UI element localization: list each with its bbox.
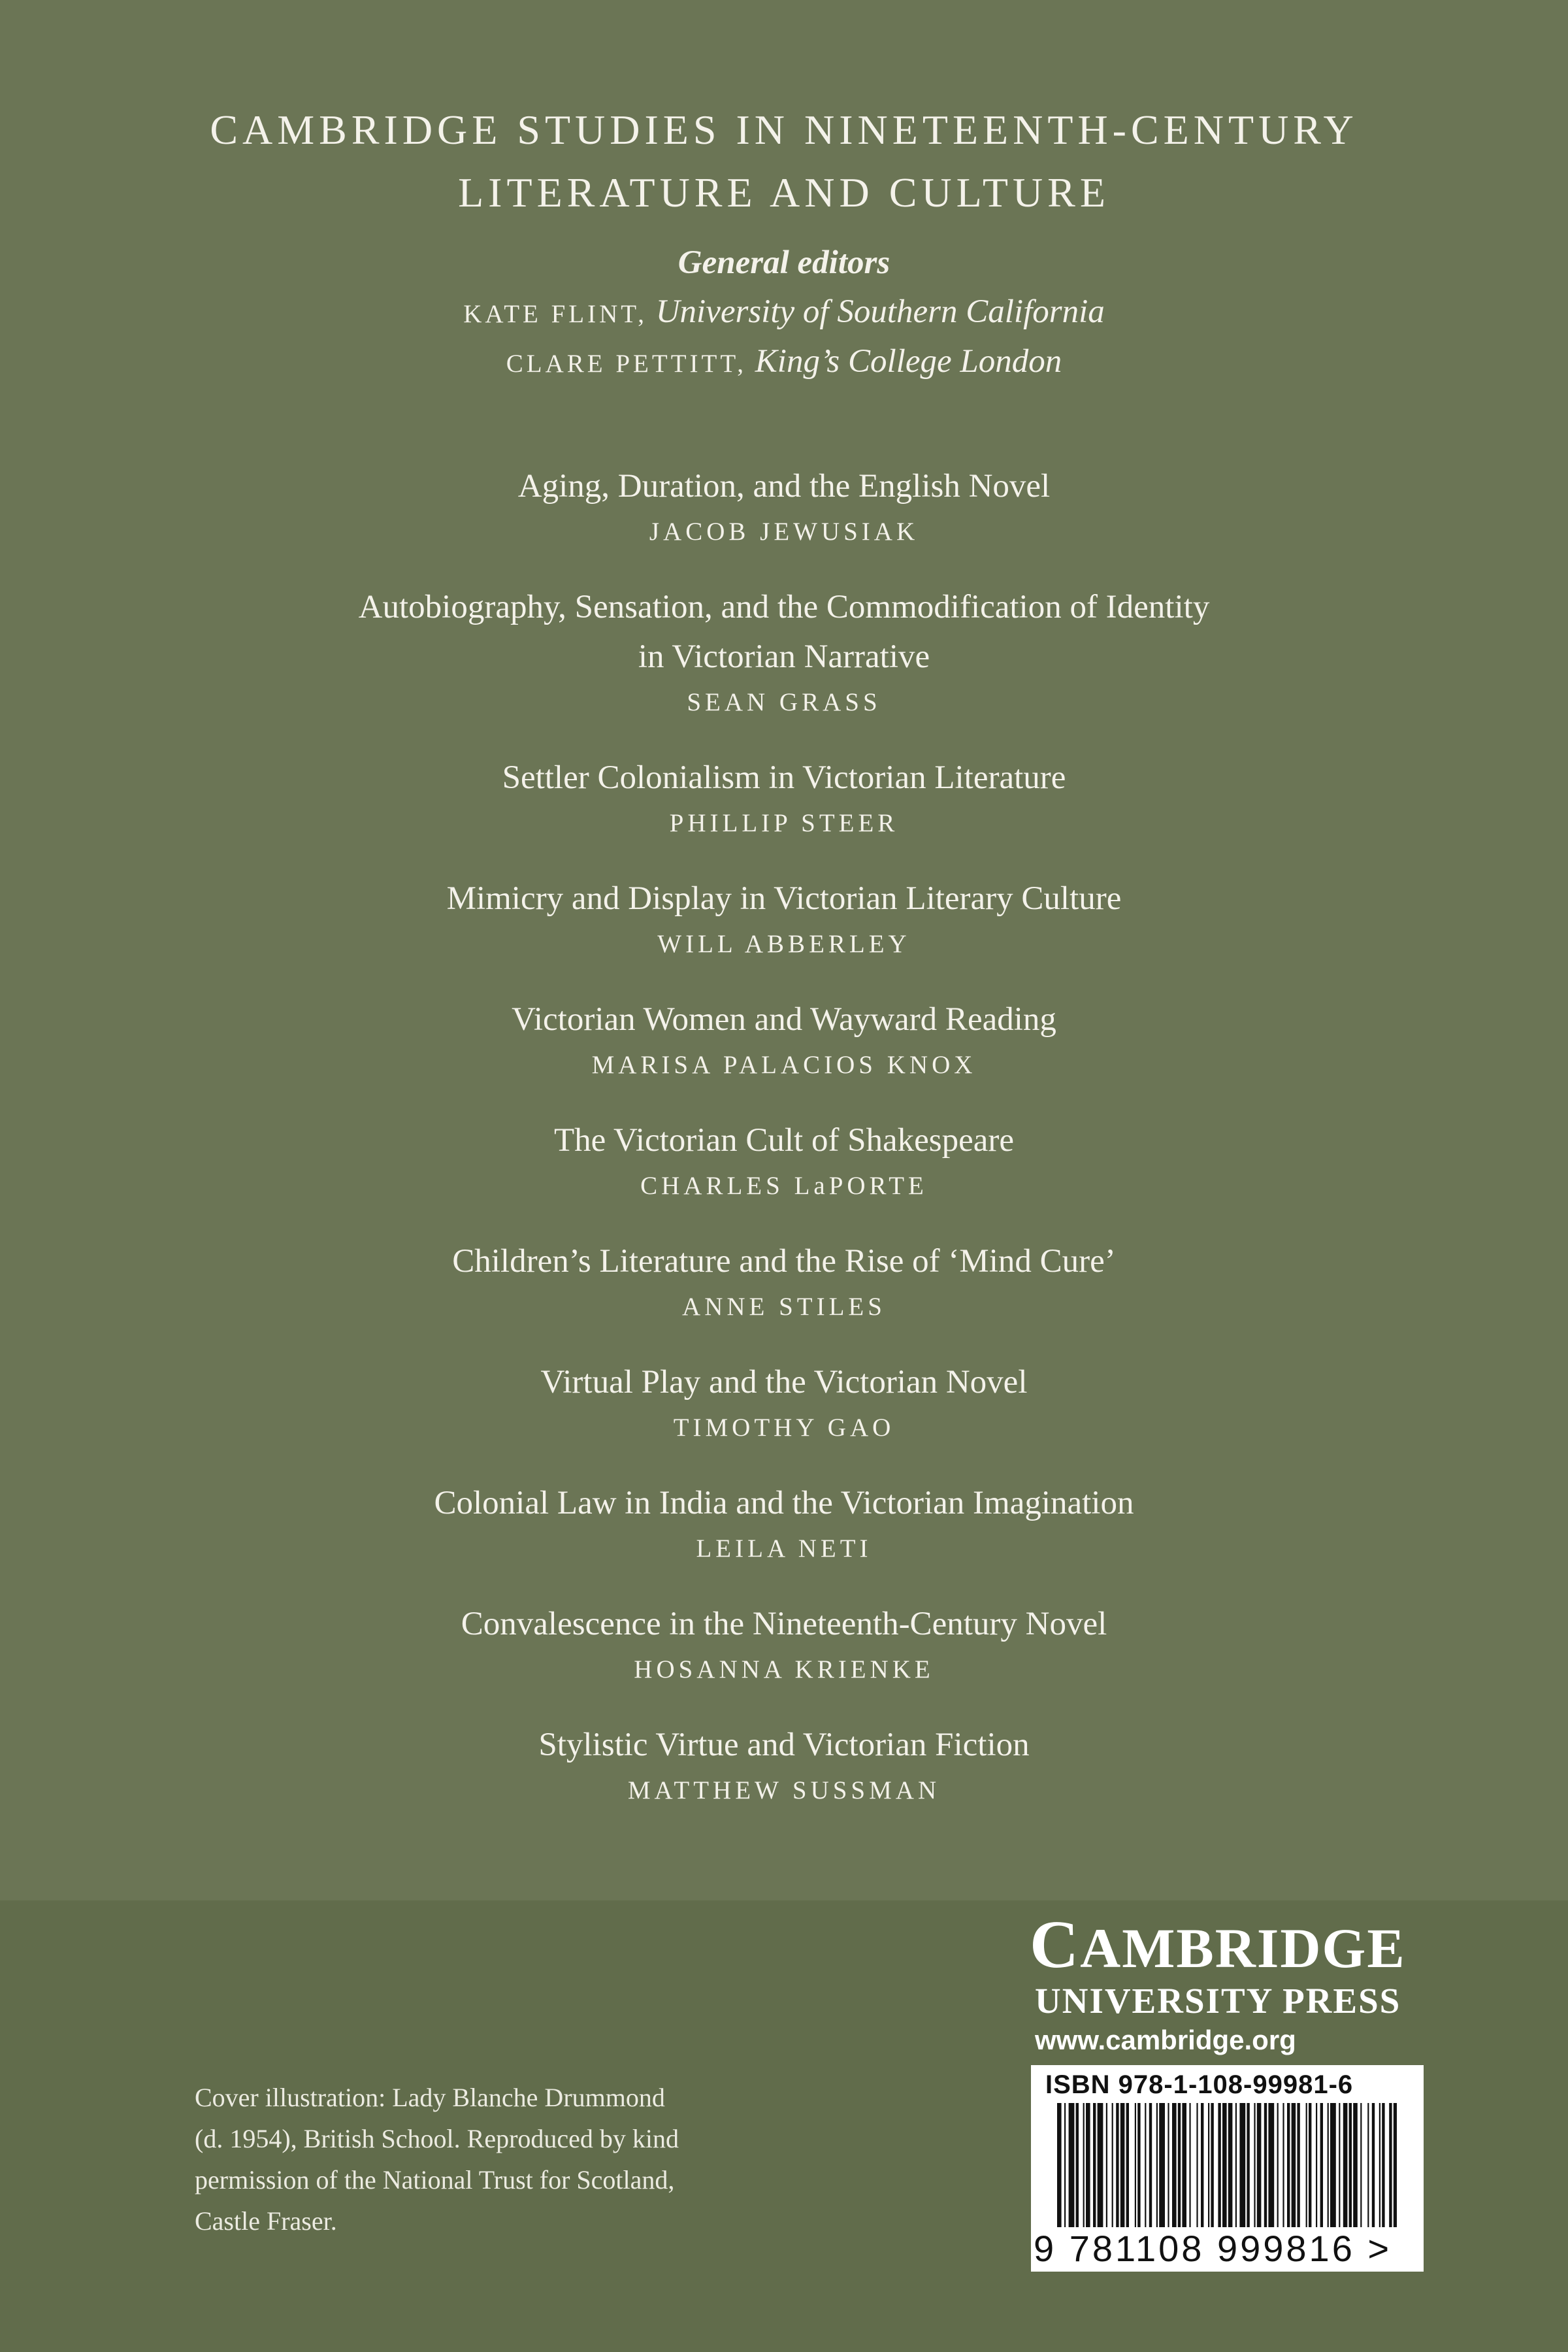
book-author: ANNE STILES <box>682 1293 886 1321</box>
barcode-bar <box>1353 2103 1358 2227</box>
barcode-bar <box>1394 2103 1397 2227</box>
barcode-bar <box>1083 2103 1085 2227</box>
barcode-bar <box>1112 2103 1113 2227</box>
barcode-bar <box>1145 2103 1146 2227</box>
barcode-bar <box>1178 2103 1181 2227</box>
editor-1-affiliation: University of Southern California <box>655 293 1105 330</box>
barcode-bar <box>1268 2103 1274 2227</box>
barcode-bar <box>1257 2103 1262 2227</box>
barcode-bar <box>1316 2103 1317 2227</box>
book-list <box>0 461 1568 1841</box>
publisher-url: www.cambridge.org <box>1035 2025 1296 2055</box>
book-author: MATTHEW SUSSMAN <box>627 1776 941 1804</box>
book-author: JACOB JEWUSIAK <box>649 518 919 546</box>
ean-digits: 9 781108 999816 > <box>1034 2228 1392 2269</box>
barcode-bar <box>1254 2103 1255 2227</box>
barcode-bar <box>1372 2103 1375 2227</box>
barcode-bar <box>1182 2103 1186 2227</box>
barcode-bar <box>1239 2103 1245 2227</box>
book-entry <box>0 461 1568 553</box>
barcode-bar <box>1343 2103 1348 2227</box>
book-title: Aging, Duration, and the English Novel <box>517 468 1051 505</box>
series-title-line-1: CAMBRIDGE STUDIES IN NINETEENTH-CENTURY <box>210 107 1358 153</box>
book-title: The Victorian Cult of Shakespeare <box>553 1122 1015 1159</box>
book-title: Convalescence in the Nineteenth-Century Novel <box>461 1606 1107 1642</box>
barcode-bar <box>1379 2103 1380 2227</box>
isbn-barcode <box>1031 2065 1424 2272</box>
barcode-bar <box>1264 2103 1267 2227</box>
barcode-bar <box>1126 2103 1129 2227</box>
book-author: PHILLIP STEER <box>669 809 899 837</box>
book-author: MARISA PALACIOS KNOX <box>591 1051 977 1079</box>
barcode-bars <box>1057 2103 1397 2227</box>
barcode-bar <box>1320 2103 1323 2227</box>
barcode-bar <box>1235 2103 1237 2227</box>
barcode-bar <box>1330 2103 1336 2227</box>
barcode-bar <box>1228 2103 1233 2227</box>
barcode-bar <box>1292 2103 1296 2227</box>
barcode-bar <box>1168 2103 1169 2227</box>
book-title: Settler Colonialism in Victorian Literature <box>502 759 1066 796</box>
editor-1-name: KATE FLINT, <box>463 300 647 328</box>
book-title: Victorian Women and Wayward Reading <box>512 1001 1056 1038</box>
credit-line: (d. 1954), British School. Reproduced by kind <box>195 2124 679 2153</box>
publisher-name <box>1030 1907 1435 1982</box>
barcode-bar <box>1306 2103 1307 2227</box>
book-title: Virtual Play and the Victorian Novel <box>540 1364 1028 1400</box>
credit-line: permission of the National Trust for Scotland, <box>195 2165 675 2195</box>
book-entry <box>0 1116 1568 1207</box>
barcode-bar <box>1076 2103 1079 2227</box>
editor-2-name: CLARE PETTITT, <box>506 350 747 378</box>
barcode-bar <box>1196 2103 1198 2227</box>
book-title: Colonial Law in India and the Victorian Imagination <box>434 1485 1134 1521</box>
editor-2-affiliation: King’s College London <box>755 343 1062 380</box>
book-title: Children’s Literature and the Rise of ‘Mind Cure’ <box>452 1243 1116 1280</box>
barcode-bar <box>1116 2103 1119 2227</box>
publisher-name-initial: C <box>1030 1907 1081 1982</box>
barcode-bar <box>1222 2103 1227 2227</box>
book-entry <box>0 1599 1568 1691</box>
barcode-bar <box>1218 2103 1220 2227</box>
book-entry <box>0 582 1568 723</box>
barcode-bar <box>1159 2103 1165 2227</box>
barcode-bar <box>1057 2103 1062 2227</box>
book-author: HOSANNA KRIENKE <box>634 1655 934 1683</box>
barcode-bar <box>1282 2103 1284 2227</box>
barcode-bar <box>1211 2103 1213 2227</box>
book-author: LEILA NETI <box>696 1534 872 1563</box>
publisher-name-rest: AMBRIDGE <box>1080 1917 1406 1979</box>
book-title: Mimicry and Display in Victorian Literary Culture <box>446 880 1122 917</box>
cover-illustration-credit <box>195 2077 783 2242</box>
barcode-bar <box>1064 2103 1066 2227</box>
book-entry <box>0 874 1568 965</box>
book-title: Autobiography, Sensation, and the Commodification of Identity <box>358 589 1210 625</box>
barcode-bar <box>1339 2103 1340 2227</box>
publisher-press: UNIVERSITY PRESS <box>1035 1981 1401 2021</box>
barcode-bar <box>1156 2103 1158 2227</box>
barcode-bar <box>1189 2103 1190 2227</box>
credit-line: Cover illustration: Lady Blanche Drummond <box>195 2083 665 2112</box>
barcode-bar <box>1135 2103 1136 2227</box>
book-entry <box>0 1357 1568 1449</box>
credit-line: Castle Fraser. <box>195 2206 337 2236</box>
barcode-bar <box>1389 2103 1392 2227</box>
book-title: Stylistic Virtue and Victorian Fiction <box>538 1727 1030 1763</box>
barcode-bar <box>1349 2103 1352 2227</box>
barcode-bar <box>1098 2103 1103 2227</box>
series-title-line-2: LITERATURE AND CULTURE <box>458 169 1110 216</box>
publisher-logo <box>1030 1907 1435 2059</box>
general-editors-heading: General editors <box>678 244 890 281</box>
barcode-bar <box>1360 2103 1362 2227</box>
barcode-bar <box>1297 2103 1299 2227</box>
editor-2 <box>0 342 1568 380</box>
barcode-bar <box>1106 2103 1107 2227</box>
book-author: SEAN GRASS <box>687 688 881 716</box>
barcode-bar <box>1309 2103 1311 2227</box>
barcode-bar <box>1367 2103 1369 2227</box>
barcode-bar <box>1120 2103 1125 2227</box>
barcode-bar <box>1069 2103 1075 2227</box>
book-title-line-2: in Victorian Narrative <box>638 638 930 675</box>
barcode-bar <box>1093 2103 1096 2227</box>
book-entry <box>0 753 1568 844</box>
barcode-bar <box>1277 2103 1279 2227</box>
barcode-bar <box>1137 2103 1140 2227</box>
book-entry <box>0 1478 1568 1570</box>
book-author: TIMOTHY GAO <box>673 1414 895 1442</box>
barcode-bar <box>1382 2103 1384 2227</box>
book-author: WILL ABBERLEY <box>657 930 911 958</box>
barcode-bar <box>1247 2103 1249 2227</box>
book-entry <box>0 1720 1568 1812</box>
barcode-bar <box>1328 2103 1329 2227</box>
book-entry <box>0 995 1568 1086</box>
book-entry <box>0 1236 1568 1328</box>
barcode-bar <box>1086 2103 1090 2227</box>
barcode-bar <box>1208 2103 1209 2227</box>
barcode-bar <box>1149 2103 1152 2227</box>
book-author: CHARLES LaPORTE <box>640 1172 928 1200</box>
barcode-bar <box>1201 2103 1203 2227</box>
isbn-label: ISBN 978-1-108-99981-6 <box>1045 2070 1354 2099</box>
barcode-bar <box>1172 2103 1177 2227</box>
editor-1 <box>0 293 1568 331</box>
barcode-bar <box>1287 2103 1290 2227</box>
